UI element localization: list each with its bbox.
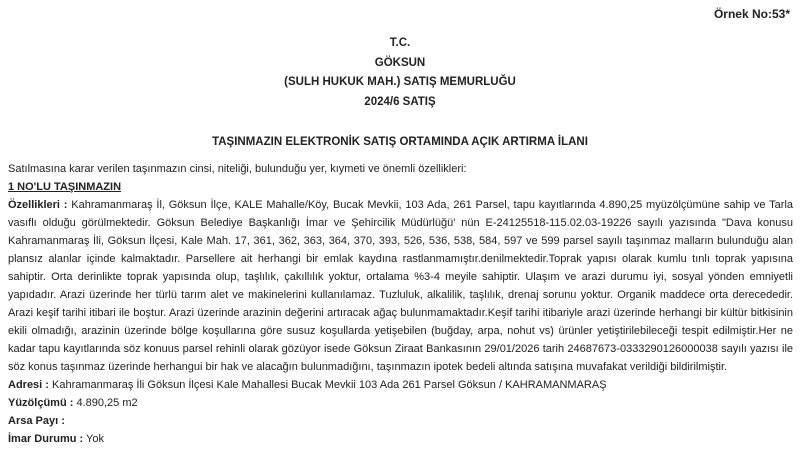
area-text: 4.890,25 m2 [76,397,138,409]
intro-text: Satılmasına karar verilen taşınmazın cinsi, niteliği, bulunduğu yer, kıymeti ve önemli özellikleri: [8,163,467,175]
features-label: Özellikleri : [8,199,68,211]
header-line-tc: T.C. [389,37,411,49]
address-row [8,376,793,394]
document-header [0,34,800,112]
zoning-row [8,430,793,448]
features-paragraph [8,196,793,376]
area-row [8,394,793,412]
header-line-office: (SULH HUKUK MAH.) SATIŞ MEMURLUĞU [284,76,516,88]
zoning-text: Yok [86,433,104,445]
document-body [8,160,793,448]
header-line-goksun: GÖKSUN [374,56,426,69]
sample-number: Örnek No:53* [713,7,790,21]
header-line-file-number: 2024/6 SATIŞ [364,95,436,108]
land-share-row [8,412,793,430]
address-text: Kahramanmaraş İli Göksun İlçesi Kale Mahallesi Bucak Mevkii 103 Ada 261 Parsel Göksun / KAHRAMANMARAŞ [52,379,607,391]
features-text: Kahramanmaraş İl, Göksun İlçe, KALE Mahalle/Köy, Bucak Mevkii, 103 Ada, 261 Parsel, tapu kayıtlarında 4.890,25 myüzölçümüne sahip ve Tarla vasıflı olduğu görülmektedir. Göksun Belediye Başkanlığı İmar ve Şehircilik Müdürlüğü' nün E-24125518-115.02.03-19226 sayılı yazısında "Dava konusu Kahramanmaraş İli, Göksun İlçesi, Kale Mah. 17, 361, 362, 363, 364, 370, 393, 526, 536, 538, 584, 597 ve 599 parsel sayılı taşınmaz malların bulunduğu alan plansız alanlar içinde kalmaktadır. Parsellere ait herhangi bir emlak kaydına rastlanmamıştır.denilmektedir.Toprak yapısı olarak kumlu tınlı toprak yapısına sahiptir. Orta derinlikte toprak yapısında olup, taşlılık, çakıllılık yoktur, ortalama %3-4 meyile sahiptir. Ulaşım ve arazi durumu iyi, sosyal yönden emniyetli yapıdadır. Arazi üzerinde her türlü tarım alet ve makinelerini kullanılamaz. Tuzluluk, alkalilik, taşlılık, drenaj sorunu yoktur. Organik maddece orta derecededir. Arazi keşif tarihi itibari ile boştur. Arazi üzerinde arazinin değerini artıracak ağaç bulunmamaktadır.Keşif tarihi itibariyle arazi üzerinde herhangi bir kültür bitkisinin ekili olmadığı, arazinin üzerinde bölge koşullarına göre susuz koşullarda yetişebilen (buğday, arpa, nohut vs) ürünler yetiştirilebileceği tespit edilmiştir.Her ne kadar tapu kayıtlarında söz konuus parsel rehinli olarak gözüyor isede Göksun Ziraat Bankasının 29/01/2026 tarih 24687673-0333290126000038 sayılı yazısı ile söz konus taşınmaz üzerinde herhangui bir hak ve alacağın bulunmadığını, taşınmazın ipotek bedeli altında satışına muvafakat verildiği bildirilmiştir. [8,199,794,373]
announcement-title: TAŞINMAZIN ELEKTRONİK SATIŞ ORTAMINDA AÇIK ARTIRMA İLANI [212,136,588,148]
property-heading: 1 NO'LU TAŞINMAZIN [8,181,122,193]
land-share-label: Arsa Payı : [8,415,65,427]
area-label: Yüzölçümü : [8,397,74,409]
zoning-label: İmar Durumu : [8,433,84,445]
address-label: Adresi : [8,379,49,391]
